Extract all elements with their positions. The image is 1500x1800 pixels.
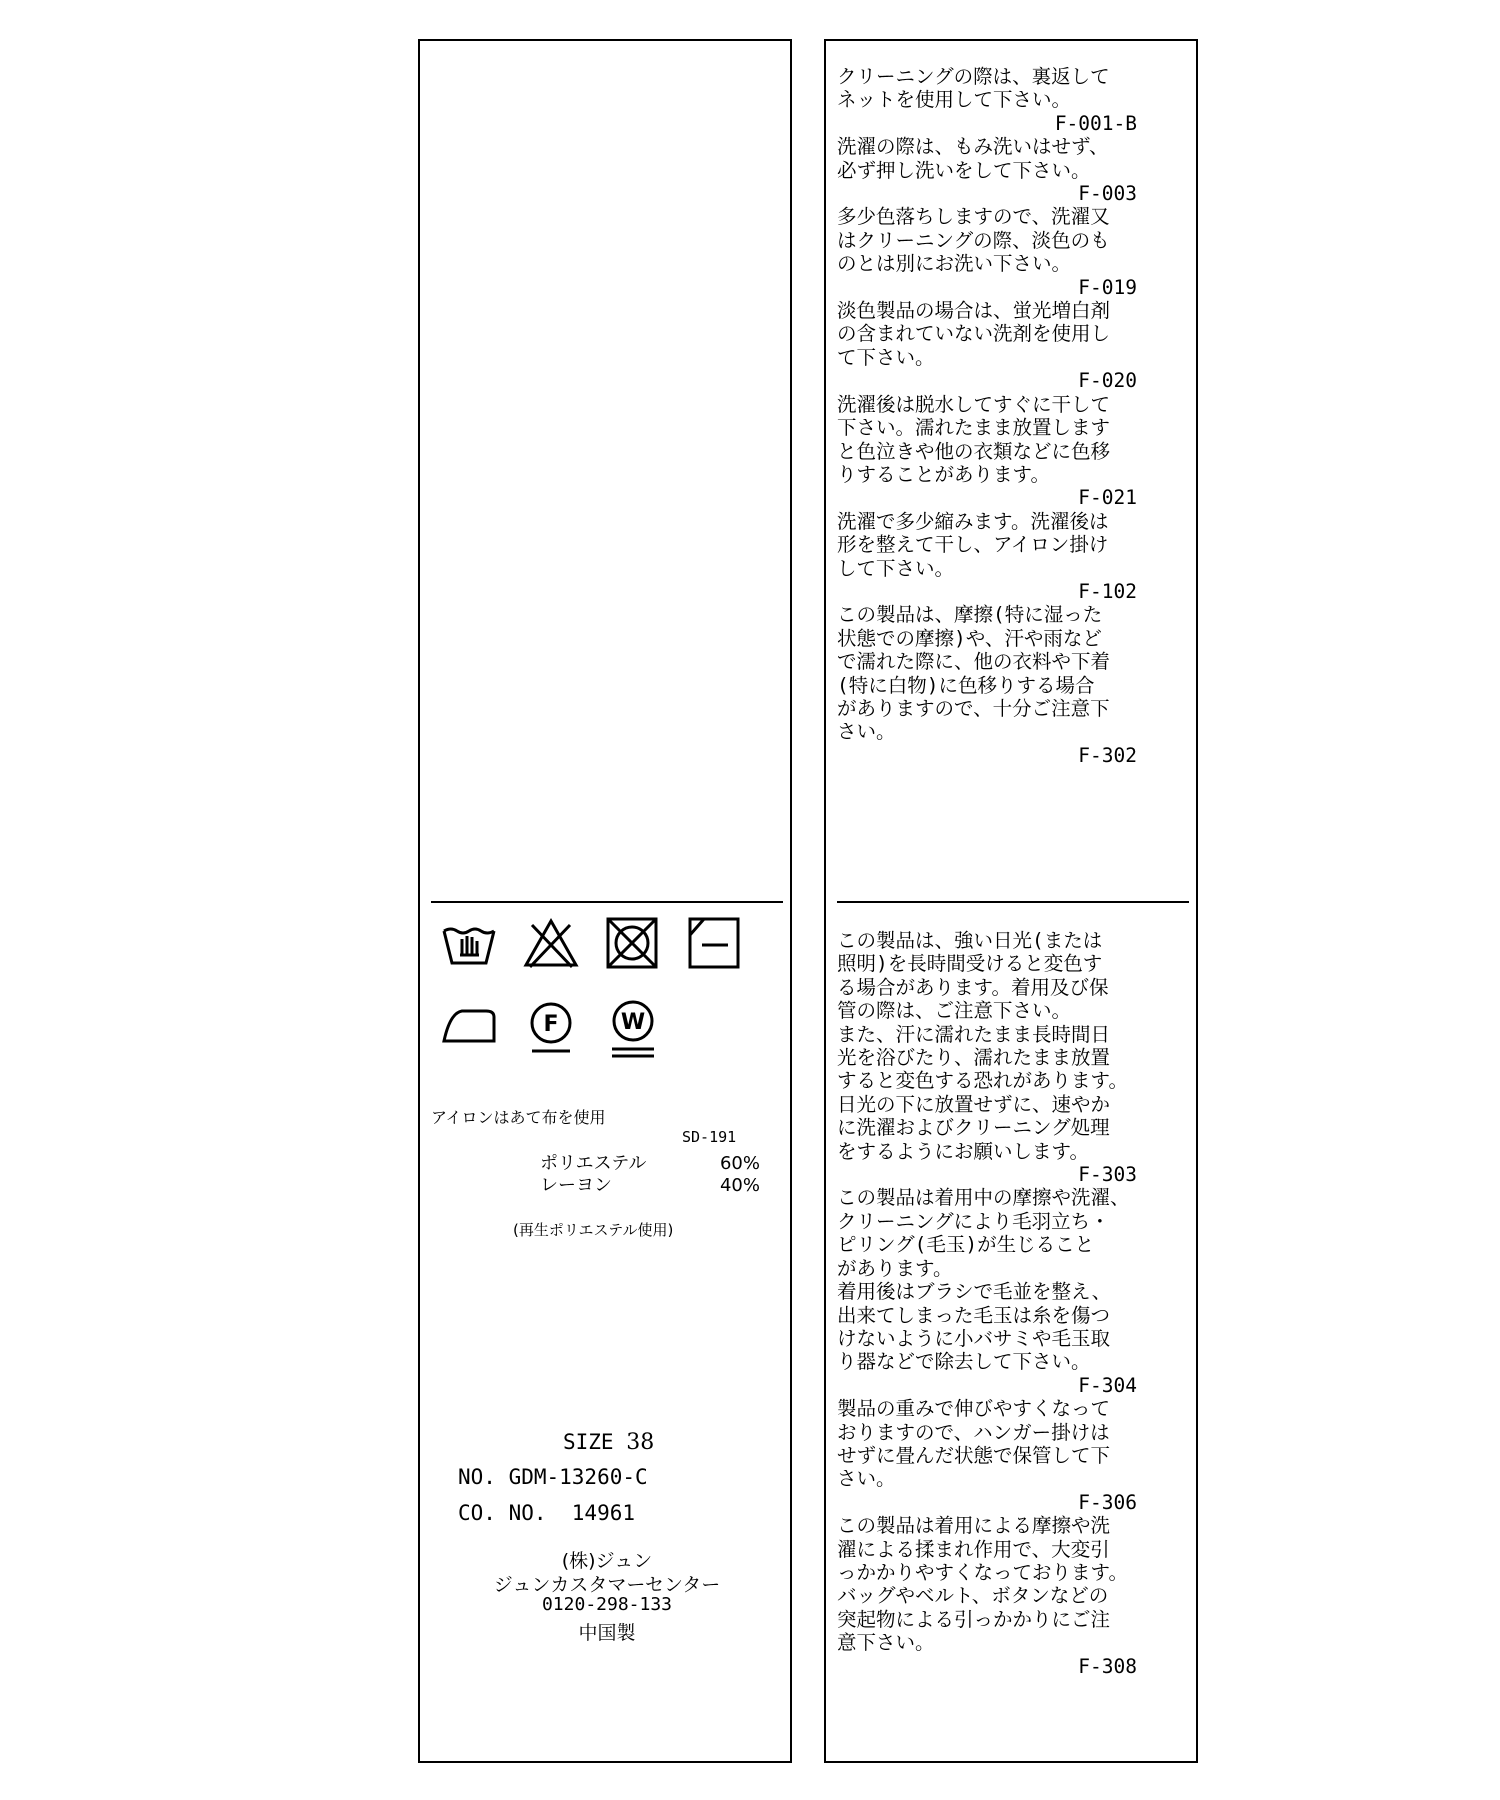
note-text: 淡色製品の場合は、蛍光増白剤 の含まれていない洗剤を使用し て下さい。 [837,299,1111,369]
size-line [563,1430,654,1455]
note-code: F-308 [1078,1654,1137,1678]
note-text: クリーニングの際は、裏返して ネットを使用して下さい。 [837,65,1110,112]
fiber-row [540,1153,760,1175]
svg-text:F: F [543,1012,559,1037]
line-dry-shade-icon [686,917,744,969]
note-code: F-003 [1078,182,1137,206]
note-code: F-102 [1078,579,1137,603]
care-note [837,1397,1137,1514]
care-note [837,205,1137,299]
care-symbols-row-2 [440,999,686,1061]
note-code: F-304 [1078,1373,1137,1397]
fiber-percent: 40% [719,1175,760,1196]
note-text: 多少色落ちしますので、洗濯又 はクリーニングの際、淡色のも のとは別にお洗い下さい。 [837,205,1110,276]
label-divider [431,901,783,903]
no-tumble-dry-icon [604,917,662,969]
customer-center: ジュンカスタマーセンター [493,1574,721,1596]
note-text: 洗濯で多少縮みます。洗濯後は 形を整えて干し、アイロン掛け して下さい。 [837,509,1109,580]
note-text: この製品は着用による摩擦や洗 濯による揉まれ作用で、大変引 っかかりやすくなっております。 バッグやベルト、ボタンなどの 突起物による引っかかりにご注 意下さい。 [837,1514,1128,1655]
no-bleach-icon [522,917,580,969]
country-of-origin: 中国製 [578,1622,636,1644]
iron-note: アイロンはあて布を使用 [431,1108,606,1127]
note-code: F-303 [1078,1163,1137,1187]
dry-clean-f-icon [522,999,580,1057]
care-note [837,929,1137,1186]
size-label: SIZE [563,1430,614,1454]
care-note [837,65,1137,135]
company-name: (株)ジュン [561,1550,653,1572]
note-code: F-302 [1078,743,1137,767]
care-note [837,510,1137,604]
care-note [837,299,1137,393]
note-text: 製品の重みで伸びやすくなって おりますので、ハンガー掛けは せずに畳んだ状態で保管して下 さい。 [837,1397,1111,1491]
care-note [837,1186,1137,1397]
note-text: この製品は、強い日光(または 照明)を長時間受けると変色す る場合があります。着用及び保 管の際は、ご注意下さい。 また、汗に濡れたまま長時間日 光を浴びたり、濡れたまま放置 すると変色する恐れがあります。 日光の下に放置せずに、速やか に洗濯およびクリーニング処理 をするようにお願いします。 [837,929,1128,1163]
care-notes-bottom [837,929,1137,1678]
note-text: 洗濯の際は、もみ洗いはせず、 必ず押し洗いをして下さい。 [837,135,1109,182]
iron-low-icon [440,999,498,1049]
care-note [837,603,1137,767]
note-code: F-020 [1078,369,1137,393]
fiber-row [540,1175,760,1197]
co-number: CO. NO. 14961 [458,1501,636,1525]
wash-by-hand-icon [440,917,498,969]
care-note [837,393,1137,510]
phone-number: 0120-298-133 [541,1594,673,1615]
fiber-name: レーヨン [540,1175,612,1196]
note-text: 洗濯後は脱水してすぐに干して 下さい。濡れたまま放置します と色泣きや他の衣類などに色移 りすることがあります。 [837,392,1111,486]
sd-code: SD-191 [682,1128,737,1146]
product-number: NO. GDM-13260-C [458,1465,648,1489]
note-text: この製品は着用中の摩擦や洗濯、 クリーニングにより毛羽立ち・ ピリング(毛玉)が生じること があります。 着用後はブラシで毛並を整え、 出来てしまった毛玉は糸を傷つ けないように小バサミや毛玉取 り器などで除去して下さい。 [837,1186,1130,1374]
note-code: F-019 [1078,275,1137,299]
care-notes-top [837,65,1137,767]
fiber-name: ポリエステル [540,1153,647,1174]
care-symbols-row-1 [440,917,768,969]
note-code: F-306 [1078,1490,1137,1514]
recycled-note: (再生ポリエステル使用) [513,1221,674,1239]
svg-text:W: W [620,1010,646,1035]
care-note [837,135,1137,205]
care-note [837,1514,1137,1678]
care-label-left [418,39,792,1763]
fiber-percent: 60% [719,1153,760,1174]
note-code: F-001-B [1054,111,1137,135]
wet-clean-gentle-icon [604,999,662,1061]
note-code: F-021 [1078,486,1137,510]
size-value: 38 [626,1430,655,1455]
label-divider [837,901,1189,903]
note-text: この製品は、摩擦(特に湿った 状態での摩擦)や、汗や雨など で濡れた際に、他の衣料や下着 (特に白物)に色移りする場合 がありますので、十分ご注意下 さい。 [837,603,1111,744]
care-label-right [824,39,1198,1763]
